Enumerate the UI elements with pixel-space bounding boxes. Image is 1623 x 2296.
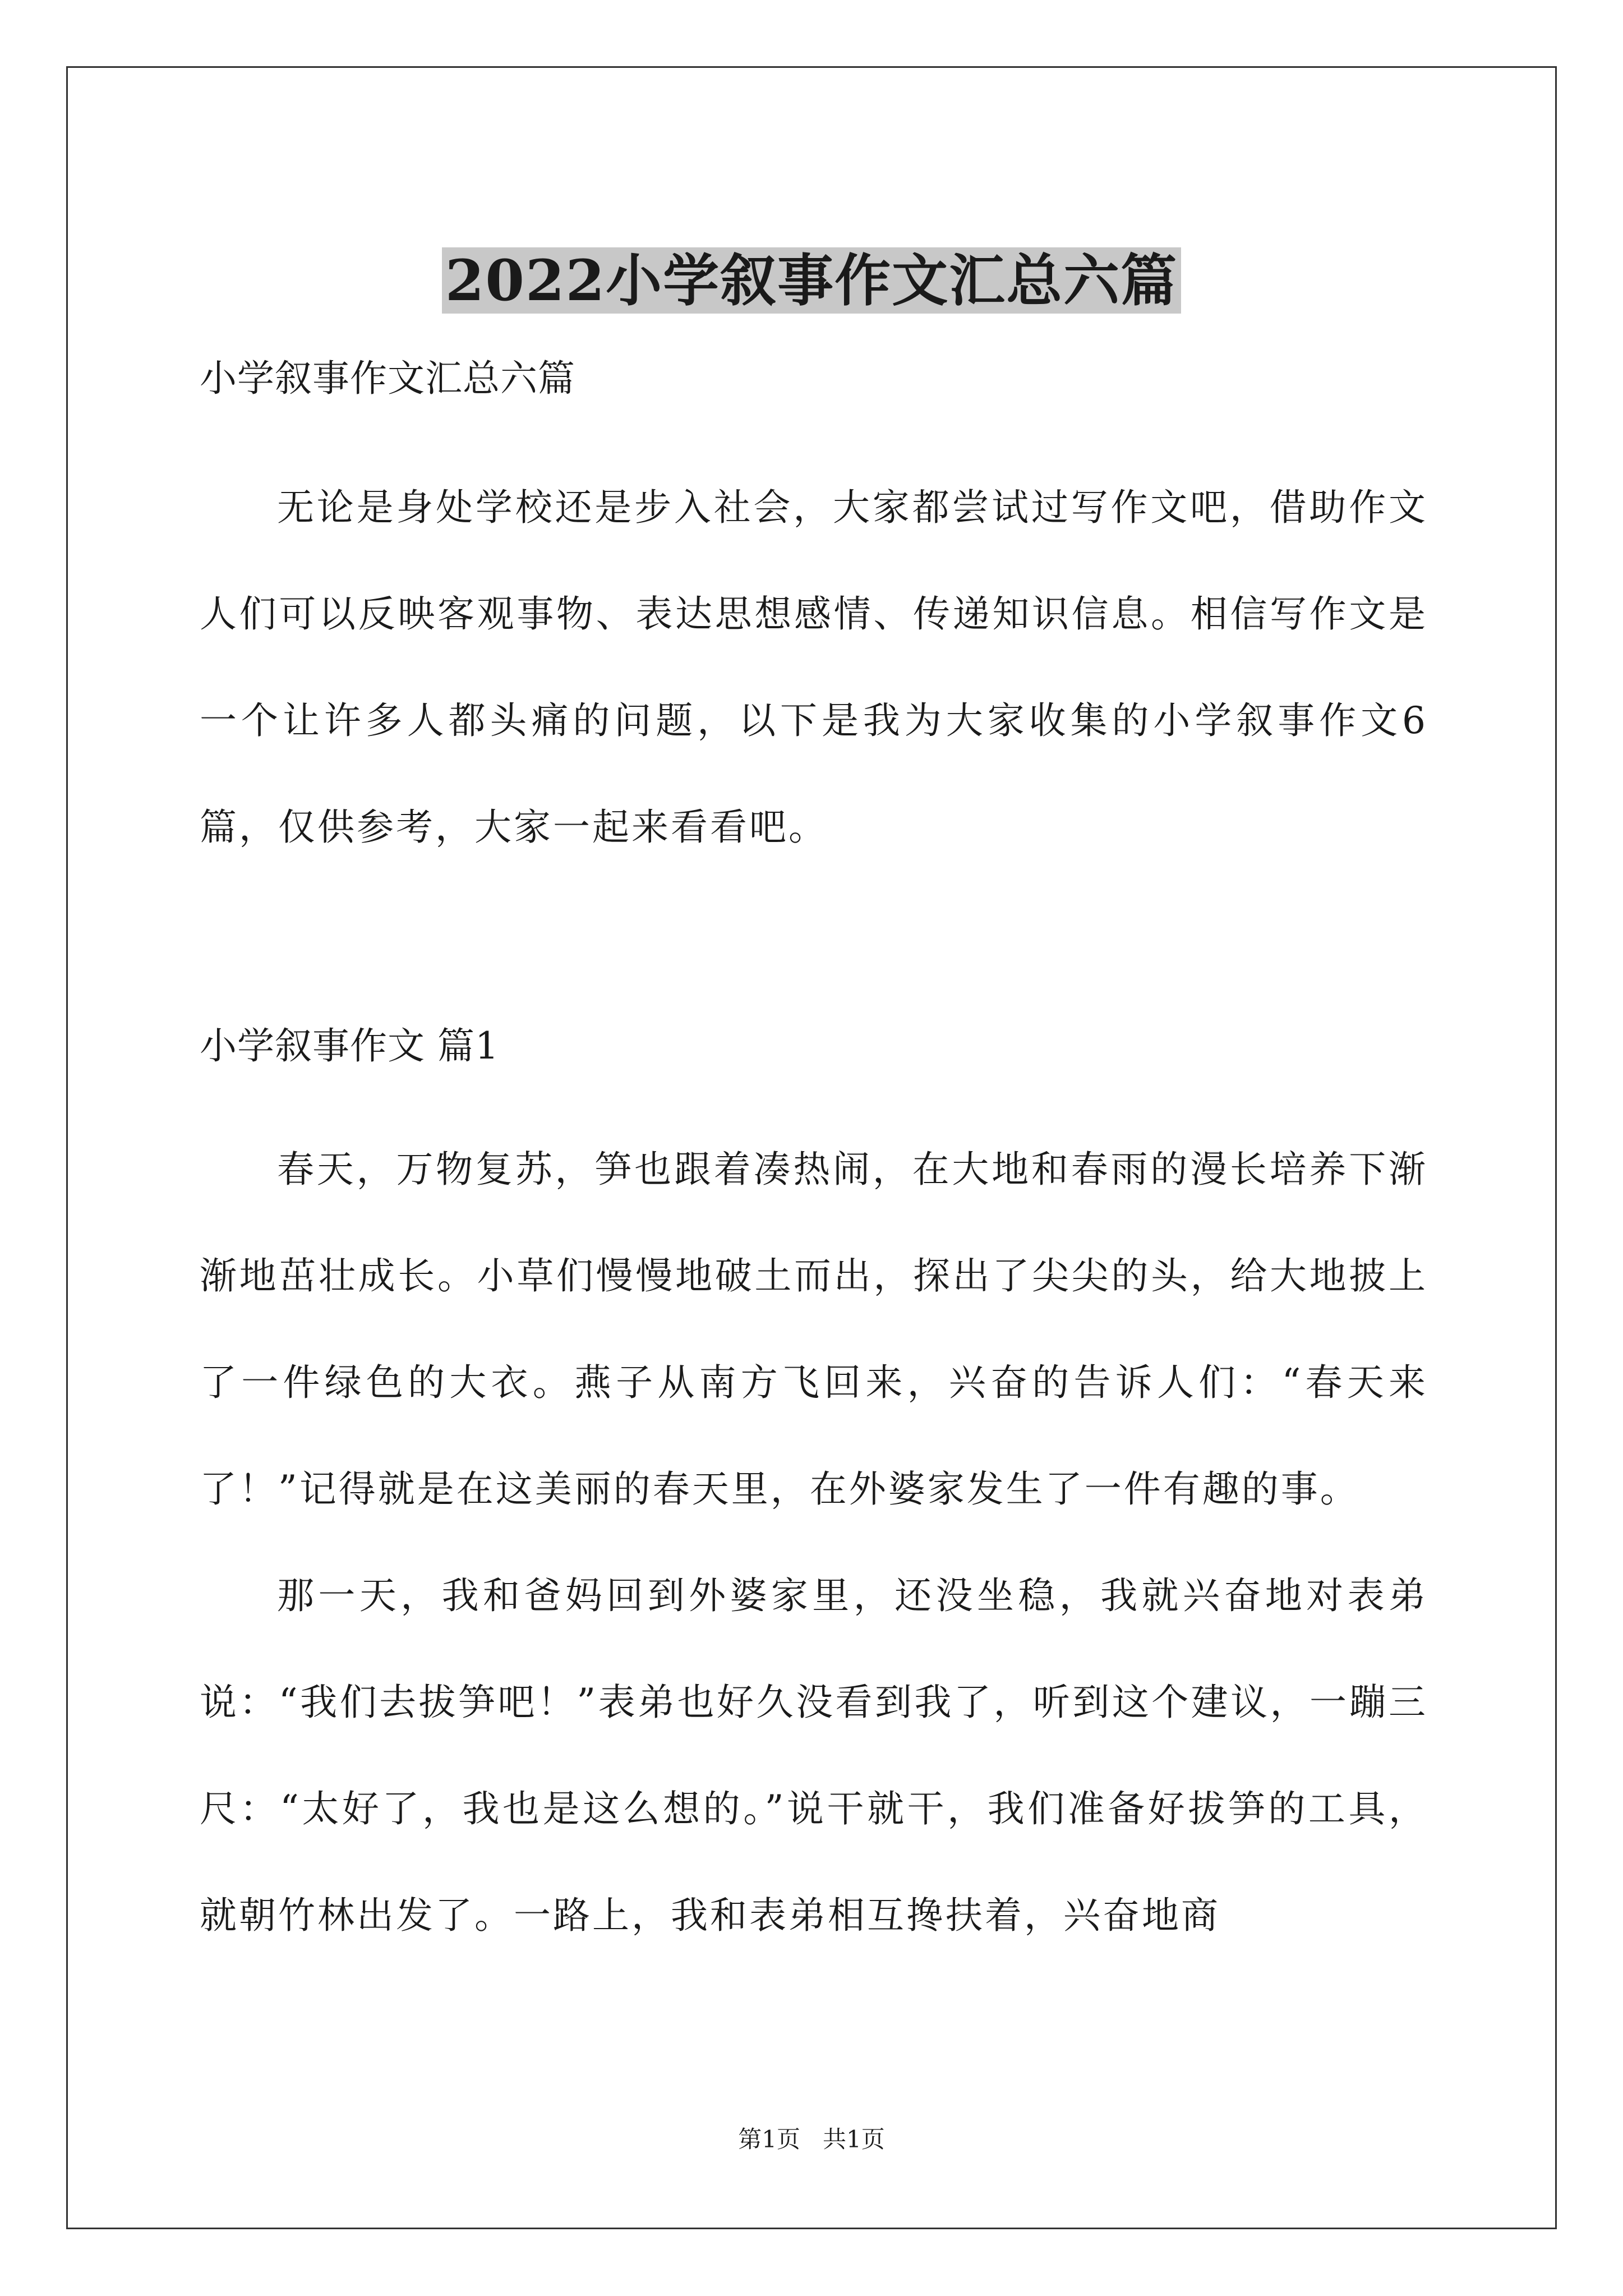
document-title bbox=[0, 244, 1623, 317]
document-body bbox=[200, 348, 1428, 1969]
body-paragraph-2: 那一天，我和爸妈回到外婆家里，还没坐稳，我就兴奋地对表弟说：“我们去拔笋吧！”表弟也好久没看到我了，听到这个建议，一蹦三尺：“太好了，我也是这么想的。”说干就干，我们准备好拔笋的工具，就朝竹林出发了。一路上，我和表弟相互搀扶着，兴奋地商 bbox=[200, 1574, 1428, 1937]
section-heading: 小学叙事作文 篇1 bbox=[200, 1024, 499, 1068]
page-footer: 第1页 共1页 bbox=[738, 2125, 885, 2153]
document-title-text: 2022小学叙事作文汇总六篇 bbox=[442, 247, 1181, 314]
body-paragraph-1: 春天，万物复苏，笋也跟着凑热闹，在大地和春雨的漫长培养下渐渐地茁壮成长。小草们慢慢地破土而出，探出了尖尖的头，给大地披上了一件绿色的大衣。燕子从南方飞回来，兴奋的告诉人们：“春天来了！”记得就是在这美丽的春天里，在外婆家发生了一件有趣的事。 bbox=[200, 1148, 1428, 1511]
intro-paragraph: 无论是身处学校还是步入社会，大家都尝试过写作文吧，借助作文人们可以反映客观事物、表达思想感情、传递知识信息。相信写作文是一个让许多人都头痛的问题，以下是我为大家收集的小学叙事作文6篇，仅供参考，大家一起来看看吧。 bbox=[200, 486, 1428, 849]
document-subtitle: 小学叙事作文汇总六篇 bbox=[200, 357, 575, 400]
